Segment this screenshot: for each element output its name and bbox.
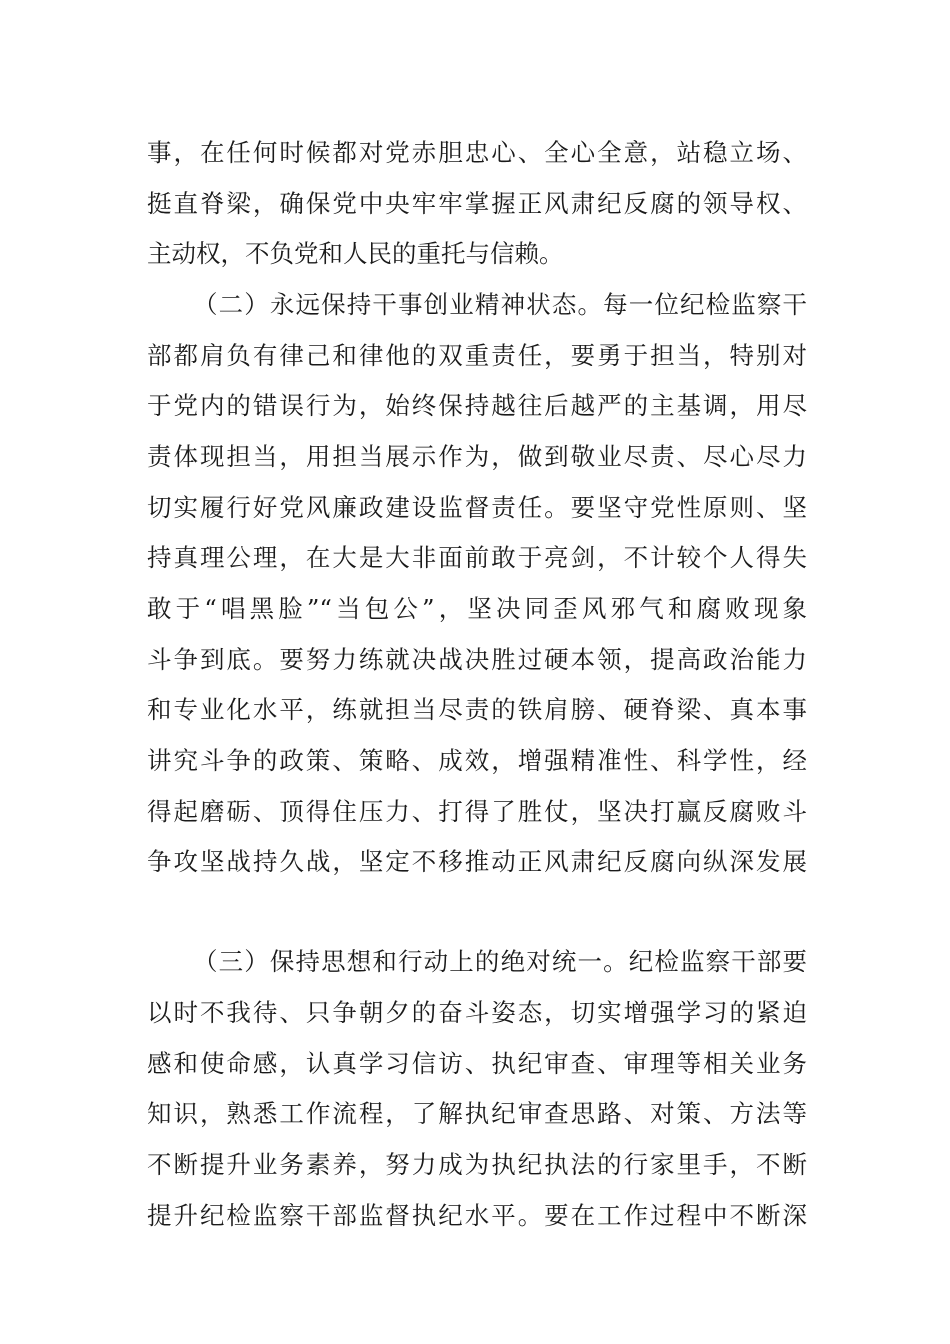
paragraph-line: 斗争到底。要努力练就决战决胜过硬本领，提高政治能力 — [147, 645, 807, 674]
paragraph-line: 和专业化水平，练就担当尽责的铁肩膀、硬脊梁、真本事 — [147, 695, 807, 724]
section-heading-line: （三）保持思想和行动上的绝对统一。纪检监察干部要 — [193, 947, 807, 976]
paragraph-line: 敢于“唱黑脸”“当包公”，坚决同歪风邪气和腐败现象 — [147, 594, 807, 623]
paragraph-line: 部都肩负有律己和律他的双重责任，要勇于担当，特别对 — [147, 341, 807, 370]
paragraph-line: 知识，熟悉工作流程，了解执纪审查思路、对策、方法等 — [147, 1099, 807, 1128]
paragraph-line: 切实履行好党风廉政建设监督责任。要坚守党性原则、坚 — [147, 493, 807, 522]
paragraph-line: 主动权，不负党和人民的重托与信赖。 — [147, 239, 564, 268]
paragraph-line: 以时不我待、只争朝夕的奋斗姿态，切实增强学习的紧迫 — [147, 998, 807, 1027]
paragraph-line: 责体现担当，用担当展示作为，做到敬业尽责、尽心尽力 — [147, 442, 807, 471]
paragraph-line: 不断提升业务素养，努力成为执纪执法的行家里手，不断 — [147, 1150, 807, 1179]
paragraph-line: 挺直脊梁，确保党中央牢牢掌握正风肃纪反腐的领导权、 — [147, 189, 807, 218]
paragraph-line: 讲究斗争的政策、策略、成效，增强精准性、科学性，经 — [147, 746, 807, 775]
paragraph-line: 持真理公理，在大是大非面前敢于亮剑，不计较个人得失 — [147, 543, 807, 572]
paragraph-line: 提升纪检监察干部监督执纪水平。要在工作过程中不断深 — [147, 1201, 807, 1230]
paragraph-line: 得起磨砺、顶得住压力、打得了胜仗，坚决打赢反腐败斗 — [147, 797, 807, 826]
paragraph-line: 事，在任何时候都对党赤胆忠心、全心全意，站稳立场、 — [147, 138, 807, 167]
paragraph-line: 于党内的错误行为，始终保持越往后越严的主基调，用尽 — [147, 391, 807, 420]
paragraph-line: 争攻坚战持久战，坚定不移推动正风肃纪反腐向纵深发展 — [147, 847, 807, 876]
section-heading-line: （二）永远保持干事创业精神状态。每一位纪检监察干 — [193, 290, 807, 319]
paragraph-line: 感和使命感，认真学习信访、执纪审查、审理等相关业务 — [147, 1049, 807, 1078]
